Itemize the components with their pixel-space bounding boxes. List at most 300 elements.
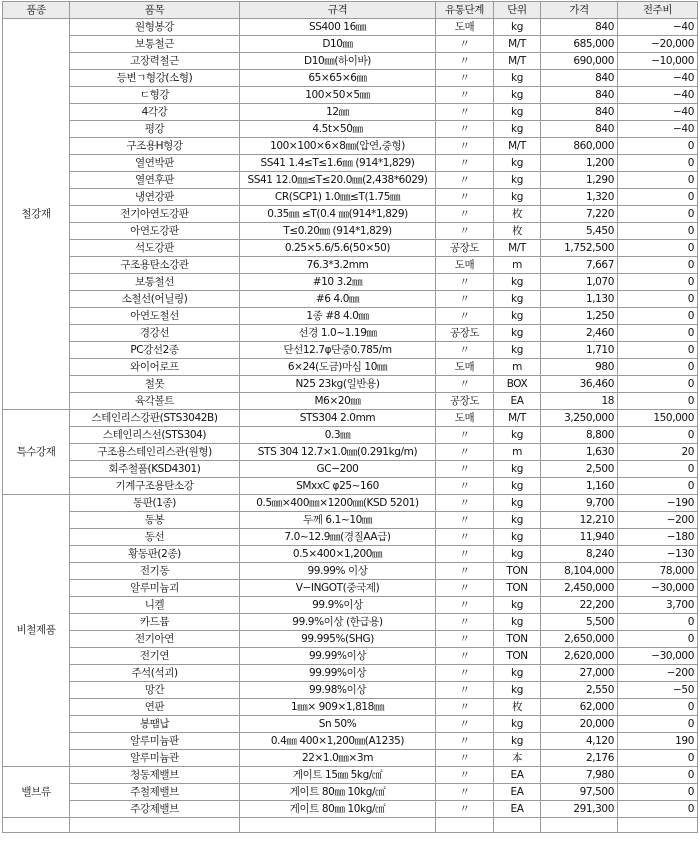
- distribution-stage: 〃: [436, 478, 494, 495]
- table-row: [3, 733, 698, 750]
- table-row: [3, 699, 698, 716]
- price-value: 840: [541, 19, 618, 36]
- item-name: 와이어로프: [70, 359, 240, 376]
- unit: TON: [494, 631, 541, 648]
- distribution-stage: 〃: [436, 172, 494, 189]
- price-table: [2, 1, 698, 833]
- table-row: [3, 427, 698, 444]
- unit: kg: [494, 291, 541, 308]
- item-name: 아연도강판: [70, 223, 240, 240]
- table-row: [3, 444, 698, 461]
- weekly-change: 0: [618, 376, 698, 393]
- weekly-change: −40: [618, 104, 698, 121]
- table-row: [3, 308, 698, 325]
- weekly-change: 0: [618, 240, 698, 257]
- price-value: 8,104,000: [541, 563, 618, 580]
- unit: kg: [494, 665, 541, 682]
- item-name: 주강제밸브: [70, 801, 240, 818]
- price-value: 36,460: [541, 376, 618, 393]
- item-spec: 76.3*3.2mm: [240, 257, 436, 274]
- header-category: 품종: [3, 2, 70, 19]
- item-name: 스테인리스선(STS304): [70, 427, 240, 444]
- item-name: 평강: [70, 121, 240, 138]
- item-spec: V−INGOT(중국제): [240, 580, 436, 597]
- item-name: 동봉: [70, 512, 240, 529]
- price-value: 97,500: [541, 784, 618, 801]
- table-row: [3, 104, 698, 121]
- item-name: 냉연강판: [70, 189, 240, 206]
- distribution-stage: 〃: [436, 682, 494, 699]
- price-value: 7,667: [541, 257, 618, 274]
- unit: kg: [494, 342, 541, 359]
- unit: TON: [494, 580, 541, 597]
- unit: 枚: [494, 223, 541, 240]
- price-value: 2,460: [541, 325, 618, 342]
- unit: kg: [494, 121, 541, 138]
- item-name: 구조용스테인리스관(원형): [70, 444, 240, 461]
- unit: kg: [494, 461, 541, 478]
- item-name: 청동제밸브: [70, 767, 240, 784]
- table-row: [3, 376, 698, 393]
- price-value: 20,000: [541, 716, 618, 733]
- weekly-change: 0: [618, 767, 698, 784]
- unit: kg: [494, 614, 541, 631]
- item-spec: 99.9%이상 (한급용): [240, 614, 436, 631]
- price-value: 27,000: [541, 665, 618, 682]
- item-spec: STS 304 12.7×1.0㎜(0.291kg/m): [240, 444, 436, 461]
- item-spec: 게이트 15㎜ 5kg/㎠: [240, 767, 436, 784]
- distribution-stage: 〃: [436, 580, 494, 597]
- unit: 枚: [494, 206, 541, 223]
- item-spec: 0.25×5.6/5.6(50×50): [240, 240, 436, 257]
- item-name: 황동판(2종): [70, 546, 240, 563]
- table-row: [3, 512, 698, 529]
- item-spec: 0.35㎜ ≤T(0.4 ㎜(914*1,829): [240, 206, 436, 223]
- weekly-change: 0: [618, 359, 698, 376]
- header-unit: 단위: [494, 2, 541, 19]
- table-row: [3, 240, 698, 257]
- price-value: 291,300: [541, 801, 618, 818]
- weekly-change: −30,000: [618, 648, 698, 665]
- item-spec: 99.99%이상: [240, 648, 436, 665]
- header-spec: 규격: [240, 2, 436, 19]
- unit: kg: [494, 274, 541, 291]
- distribution-stage: 〃: [436, 444, 494, 461]
- table-row: [3, 665, 698, 682]
- table-row: [3, 563, 698, 580]
- item-name: 전기연: [70, 648, 240, 665]
- empty-cell: [436, 818, 494, 833]
- unit: kg: [494, 716, 541, 733]
- table-row: [3, 682, 698, 699]
- price-value: 7,220: [541, 206, 618, 223]
- weekly-change: 0: [618, 478, 698, 495]
- empty-row: [3, 818, 698, 833]
- header-change: 전주비: [618, 2, 698, 19]
- distribution-stage: 〃: [436, 36, 494, 53]
- item-spec: T≤0.20㎜ (914*1,829): [240, 223, 436, 240]
- unit: TON: [494, 563, 541, 580]
- price-value: 4,120: [541, 733, 618, 750]
- price-value: 18: [541, 393, 618, 410]
- table-row: [3, 155, 698, 172]
- price-value: 840: [541, 121, 618, 138]
- weekly-change: 0: [618, 274, 698, 291]
- weekly-change: 0: [618, 291, 698, 308]
- table-row: [3, 784, 698, 801]
- item-name: 고장력철근: [70, 53, 240, 70]
- category-cell: 철강재: [3, 19, 70, 410]
- distribution-stage: 〃: [436, 121, 494, 138]
- item-name: 주석(석괴): [70, 665, 240, 682]
- distribution-stage: 〃: [436, 376, 494, 393]
- weekly-change: −50: [618, 682, 698, 699]
- distribution-stage: 도매: [436, 359, 494, 376]
- item-spec: M6×20㎜: [240, 393, 436, 410]
- unit: kg: [494, 87, 541, 104]
- item-spec: 99.995%(SHG): [240, 631, 436, 648]
- category-cell: 밸브류: [3, 767, 70, 818]
- weekly-change: 190: [618, 733, 698, 750]
- unit: M/T: [494, 138, 541, 155]
- item-spec: Sn 50%: [240, 716, 436, 733]
- unit: EA: [494, 801, 541, 818]
- table-row: [3, 87, 698, 104]
- item-name: 보통철선: [70, 274, 240, 291]
- weekly-change: 0: [618, 308, 698, 325]
- distribution-stage: 〃: [436, 87, 494, 104]
- item-spec: 99.99% 이상: [240, 563, 436, 580]
- header-row: [3, 2, 698, 19]
- weekly-change: 0: [618, 801, 698, 818]
- price-value: 1,200: [541, 155, 618, 172]
- price-value: 840: [541, 87, 618, 104]
- price-value: 2,450,000: [541, 580, 618, 597]
- unit: kg: [494, 189, 541, 206]
- distribution-stage: 〃: [436, 648, 494, 665]
- distribution-stage: 〃: [436, 733, 494, 750]
- unit: EA: [494, 767, 541, 784]
- weekly-change: 3,700: [618, 597, 698, 614]
- header-item: 품목: [70, 2, 240, 19]
- item-spec: 4.5t×50㎜: [240, 121, 436, 138]
- unit: kg: [494, 172, 541, 189]
- table-row: [3, 70, 698, 87]
- weekly-change: −30,000: [618, 580, 698, 597]
- distribution-stage: 〃: [436, 155, 494, 172]
- unit: EA: [494, 393, 541, 410]
- item-name: 동선: [70, 529, 240, 546]
- table-row: [3, 393, 698, 410]
- unit: kg: [494, 155, 541, 172]
- price-value: 2,620,000: [541, 648, 618, 665]
- weekly-change: 0: [618, 172, 698, 189]
- item-name: 카드뮴: [70, 614, 240, 631]
- empty-cell: [541, 818, 618, 833]
- item-name: 열연박판: [70, 155, 240, 172]
- weekly-change: −180: [618, 529, 698, 546]
- price-value: 2,650,000: [541, 631, 618, 648]
- item-name: 아연도철선: [70, 308, 240, 325]
- unit: kg: [494, 529, 541, 546]
- weekly-change: 0: [618, 699, 698, 716]
- price-value: 5,450: [541, 223, 618, 240]
- item-name: 보통철근: [70, 36, 240, 53]
- distribution-stage: 〃: [436, 750, 494, 767]
- price-value: 8,240: [541, 546, 618, 563]
- weekly-change: 0: [618, 342, 698, 359]
- item-spec: 0.3㎜: [240, 427, 436, 444]
- unit: m: [494, 257, 541, 274]
- table-row: [3, 138, 698, 155]
- table-row: [3, 767, 698, 784]
- distribution-stage: 〃: [436, 427, 494, 444]
- unit: BOX: [494, 376, 541, 393]
- weekly-change: 0: [618, 750, 698, 767]
- price-value: 12,210: [541, 512, 618, 529]
- weekly-change: −40: [618, 70, 698, 87]
- weekly-change: −10,000: [618, 53, 698, 70]
- table-row: [3, 36, 698, 53]
- distribution-stage: 〃: [436, 138, 494, 155]
- table-row: [3, 461, 698, 478]
- distribution-stage: 공장도: [436, 393, 494, 410]
- unit: M/T: [494, 36, 541, 53]
- item-spec: CR(SCP1) 1.0㎜≤T(1.75㎜: [240, 189, 436, 206]
- price-value: 22,200: [541, 597, 618, 614]
- distribution-stage: 〃: [436, 274, 494, 291]
- item-spec: 6×24(도금)마심 10㎜: [240, 359, 436, 376]
- distribution-stage: 〃: [436, 53, 494, 70]
- weekly-change: 0: [618, 393, 698, 410]
- table-row: [3, 597, 698, 614]
- distribution-stage: 〃: [436, 614, 494, 631]
- table-row: [3, 648, 698, 665]
- weekly-change: −130: [618, 546, 698, 563]
- price-table-container: [2, 1, 698, 833]
- weekly-change: 0: [618, 614, 698, 631]
- item-spec: 0.5㎜×400㎜×1200㎜(KSD 5201): [240, 495, 436, 512]
- unit: kg: [494, 325, 541, 342]
- table-row: [3, 19, 698, 36]
- item-name: 회주철품(KSD4301): [70, 461, 240, 478]
- distribution-stage: 도매: [436, 410, 494, 427]
- distribution-stage: 공장도: [436, 325, 494, 342]
- table-row: [3, 750, 698, 767]
- unit: kg: [494, 104, 541, 121]
- unit: kg: [494, 308, 541, 325]
- item-name: 경강선: [70, 325, 240, 342]
- unit: kg: [494, 70, 541, 87]
- item-name: 동판(1종): [70, 495, 240, 512]
- price-value: 5,500: [541, 614, 618, 631]
- distribution-stage: 〃: [436, 699, 494, 716]
- distribution-stage: 〃: [436, 512, 494, 529]
- weekly-change: 0: [618, 138, 698, 155]
- empty-cell: [240, 818, 436, 833]
- distribution-stage: 공장도: [436, 240, 494, 257]
- unit: kg: [494, 733, 541, 750]
- item-spec: STS304 2.0mm: [240, 410, 436, 427]
- table-row: [3, 189, 698, 206]
- item-name: 스테인리스강판(STS3042B): [70, 410, 240, 427]
- table-row: [3, 495, 698, 512]
- item-name: 철못: [70, 376, 240, 393]
- weekly-change: −40: [618, 19, 698, 36]
- item-spec: D10㎜(하이바): [240, 53, 436, 70]
- weekly-change: 0: [618, 461, 698, 478]
- price-value: 1,130: [541, 291, 618, 308]
- price-value: 1,752,500: [541, 240, 618, 257]
- unit: kg: [494, 682, 541, 699]
- price-value: 3,250,000: [541, 410, 618, 427]
- item-spec: 99.98%이상: [240, 682, 436, 699]
- table-row: [3, 478, 698, 495]
- item-name: 전기아연도강판: [70, 206, 240, 223]
- item-spec: 65×65×6㎜: [240, 70, 436, 87]
- weekly-change: 0: [618, 716, 698, 733]
- unit: M/T: [494, 240, 541, 257]
- item-name: 소철선(어닐링): [70, 291, 240, 308]
- item-spec: 단선12.7φ단중0.785/m: [240, 342, 436, 359]
- price-value: 980: [541, 359, 618, 376]
- item-name: 석도강판: [70, 240, 240, 257]
- weekly-change: −200: [618, 512, 698, 529]
- distribution-stage: 〃: [436, 342, 494, 359]
- price-value: 9,700: [541, 495, 618, 512]
- unit: m: [494, 359, 541, 376]
- table-row: [3, 172, 698, 189]
- item-spec: 게이트 80㎜ 10kg/㎠: [240, 784, 436, 801]
- price-value: 840: [541, 104, 618, 121]
- item-name: 구조용H형강: [70, 138, 240, 155]
- unit: kg: [494, 495, 541, 512]
- unit: kg: [494, 478, 541, 495]
- item-name: 육각볼트: [70, 393, 240, 410]
- table-row: [3, 359, 698, 376]
- item-name: 구조용탄소강관: [70, 257, 240, 274]
- price-value: 1,630: [541, 444, 618, 461]
- weekly-change: −20,000: [618, 36, 698, 53]
- table-row: [3, 206, 698, 223]
- distribution-stage: 〃: [436, 308, 494, 325]
- table-row: [3, 580, 698, 597]
- item-spec: 0.5×400×1,200㎜: [240, 546, 436, 563]
- price-value: 1,070: [541, 274, 618, 291]
- weekly-change: −200: [618, 665, 698, 682]
- price-value: 2,500: [541, 461, 618, 478]
- item-spec: #10 3.2㎜: [240, 274, 436, 291]
- item-name: 열연후판: [70, 172, 240, 189]
- empty-cell: [70, 818, 240, 833]
- table-row: [3, 274, 698, 291]
- table-row: [3, 325, 698, 342]
- item-spec: 22×1.0㎜×3m: [240, 750, 436, 767]
- unit: EA: [494, 784, 541, 801]
- unit: kg: [494, 512, 541, 529]
- empty-cell: [494, 818, 541, 833]
- weekly-change: −190: [618, 495, 698, 512]
- item-spec: 0.4㎜ 400×1,200㎜(A1235): [240, 733, 436, 750]
- item-spec: GC−200: [240, 461, 436, 478]
- weekly-change: 0: [618, 189, 698, 206]
- price-value: 1,710: [541, 342, 618, 359]
- weekly-change: 0: [618, 427, 698, 444]
- item-name: 등변ㄱ형강(소형): [70, 70, 240, 87]
- table-row: [3, 801, 698, 818]
- item-name: 기계구조용탄소강: [70, 478, 240, 495]
- weekly-change: 0: [618, 325, 698, 342]
- empty-cell: [3, 818, 70, 833]
- unit: 枚: [494, 699, 541, 716]
- distribution-stage: 〃: [436, 546, 494, 563]
- weekly-change: 78,000: [618, 563, 698, 580]
- unit: kg: [494, 19, 541, 36]
- item-name: 알루미늄관: [70, 750, 240, 767]
- table-row: [3, 716, 698, 733]
- item-spec: 12㎜: [240, 104, 436, 121]
- table-row: [3, 614, 698, 631]
- header-distribution: 유통단계: [436, 2, 494, 19]
- unit: kg: [494, 597, 541, 614]
- weekly-change: 0: [618, 257, 698, 274]
- weekly-change: 0: [618, 155, 698, 172]
- table-row: [3, 291, 698, 308]
- distribution-stage: 〃: [436, 716, 494, 733]
- item-spec: SS400 16㎜: [240, 19, 436, 36]
- distribution-stage: 〃: [436, 767, 494, 784]
- distribution-stage: 〃: [436, 784, 494, 801]
- price-value: 1,160: [541, 478, 618, 495]
- item-name: PC강선2종: [70, 342, 240, 359]
- item-name: 전기동: [70, 563, 240, 580]
- distribution-stage: 〃: [436, 461, 494, 478]
- price-value: 7,980: [541, 767, 618, 784]
- weekly-change: 0: [618, 784, 698, 801]
- item-spec: 1㎜× 909×1,818㎜: [240, 699, 436, 716]
- item-spec: 99.9%이상: [240, 597, 436, 614]
- unit: M/T: [494, 410, 541, 427]
- item-spec: 100×100×6×8㎜(압연,중형): [240, 138, 436, 155]
- item-spec: #6 4.0㎜: [240, 291, 436, 308]
- distribution-stage: 〃: [436, 529, 494, 546]
- item-spec: 1종 #8 4.0㎜: [240, 308, 436, 325]
- item-spec: 99.99%이상: [240, 665, 436, 682]
- price-value: 8,800: [541, 427, 618, 444]
- item-spec: 선경 1.0~1.19㎜: [240, 325, 436, 342]
- unit: TON: [494, 648, 541, 665]
- weekly-change: 0: [618, 223, 698, 240]
- distribution-stage: 〃: [436, 291, 494, 308]
- empty-cell: [618, 818, 698, 833]
- distribution-stage: 〃: [436, 665, 494, 682]
- price-value: 685,000: [541, 36, 618, 53]
- price-value: 11,940: [541, 529, 618, 546]
- item-name: 봉땜납: [70, 716, 240, 733]
- item-spec: 7.0~12.9㎜(경질AA급): [240, 529, 436, 546]
- header-price: 가격: [541, 2, 618, 19]
- item-spec: 게이트 80㎜ 10kg/㎠: [240, 801, 436, 818]
- distribution-stage: 〃: [436, 70, 494, 87]
- price-value: 690,000: [541, 53, 618, 70]
- table-row: [3, 410, 698, 427]
- table-row: [3, 53, 698, 70]
- item-name: 알루미늄괴: [70, 580, 240, 597]
- price-value: 1,250: [541, 308, 618, 325]
- distribution-stage: 〃: [436, 631, 494, 648]
- table-row: [3, 631, 698, 648]
- weekly-change: 0: [618, 206, 698, 223]
